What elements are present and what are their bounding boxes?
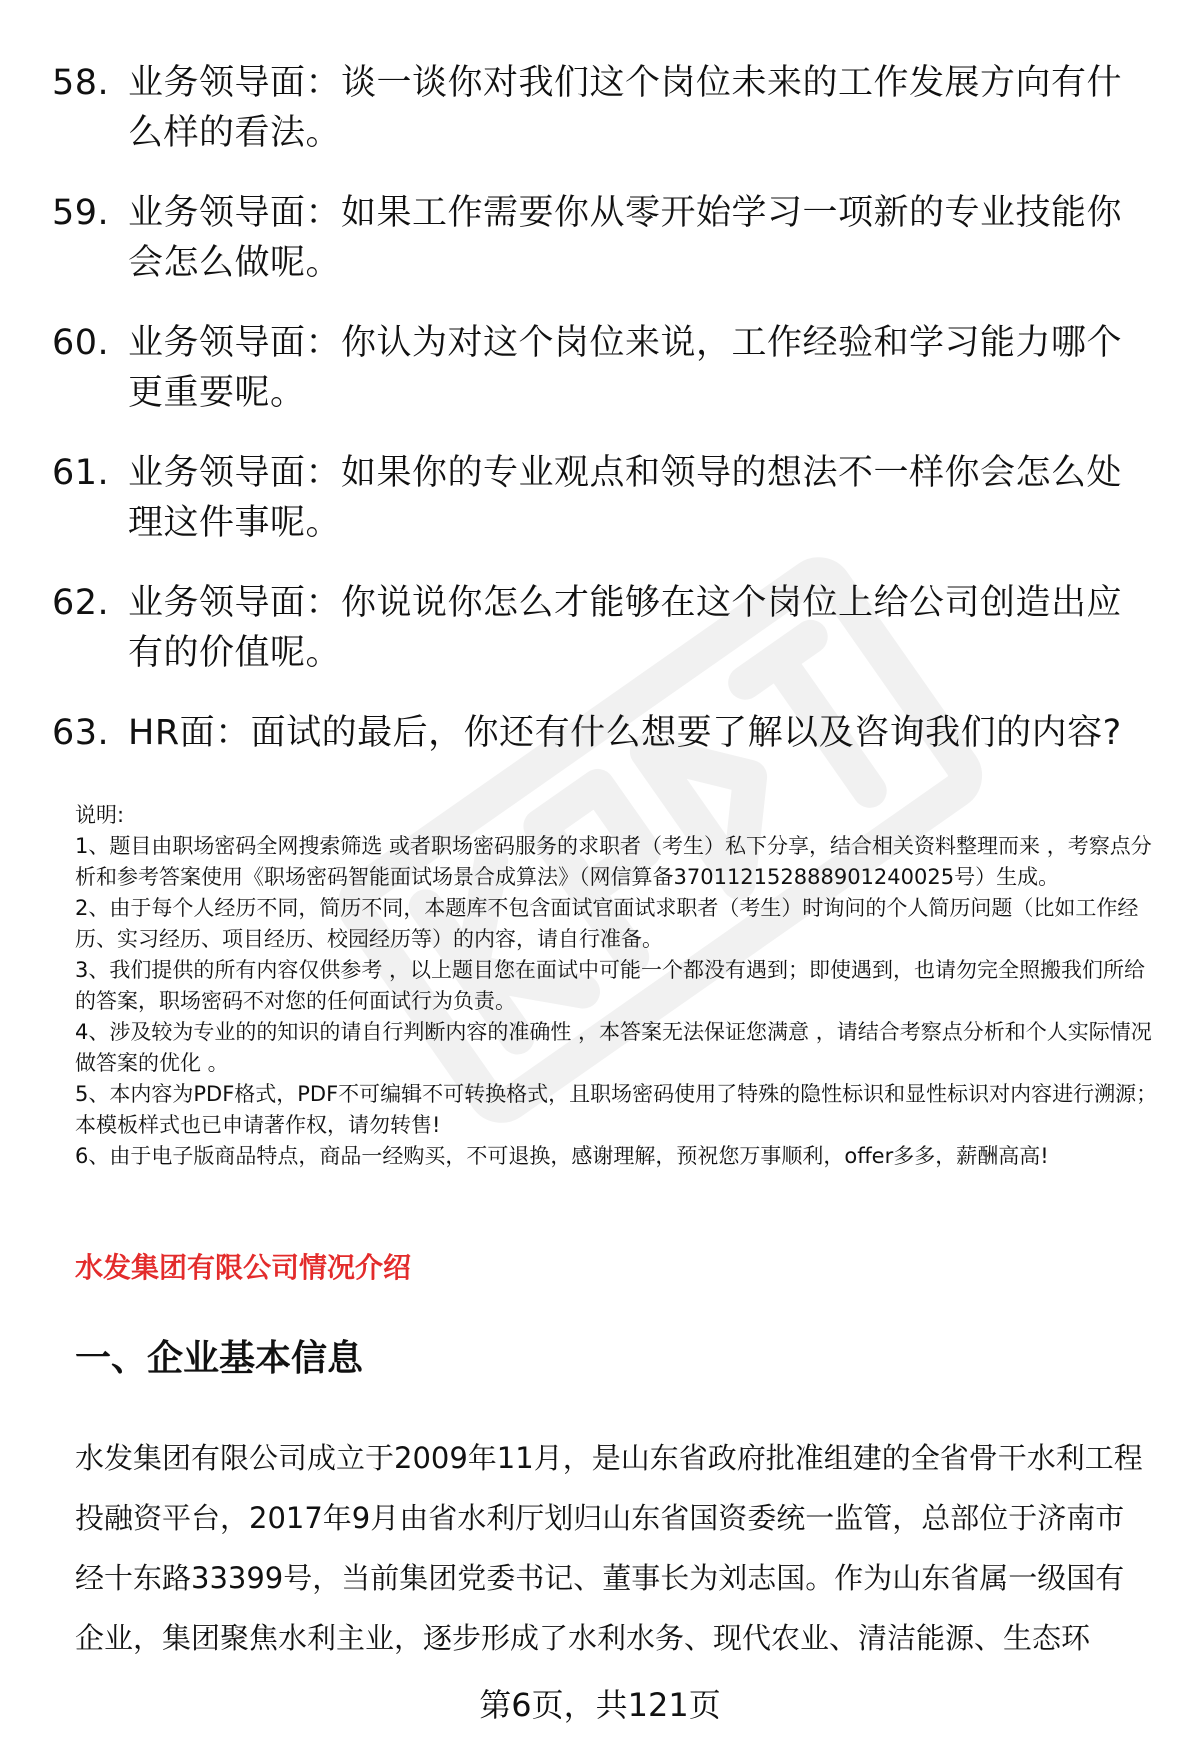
notes-title: 说明:: [75, 803, 125, 827]
note-item: 5、本内容为PDF格式，PDF不可编辑不可转换格式，且职场密码使用了特殊的隐性标识和显性标识对内容进行溯源；本模板样式也已申请著作权，请勿转售!: [75, 1082, 1158, 1137]
question-item: [52, 318, 1152, 418]
question-number: 59.: [52, 193, 110, 233]
question-text: 业务领导面：谈一谈你对我们这个岗位未来的工作发展方向有什么样的看法。: [128, 63, 1123, 153]
question-number: 58.: [52, 63, 110, 103]
question-list: [52, 58, 1152, 788]
note-item: 3、我们提供的所有内容仅供参考 ，以上题目您在面试中可能一个都没有遇到；即使遇到，也请勿完全照搬我们所给的答案，职场密码不对您的任何面试行为负责。: [75, 958, 1146, 1013]
company-title: 水发集团有限公司情况介绍: [75, 1251, 412, 1284]
question-text: 业务领导面：你说说你怎么才能够在这个岗位上给公司创造出应有的价值呢。: [128, 583, 1123, 673]
note-item: 2、由于每个人经历不同，简历不同，本题库不包含面试官面试求职者（考生）时询问的个人简历问题（比如工作经历、实习经历、项目经历、校园经历等）的内容，请自行准备。: [75, 896, 1139, 951]
question-number: 63.: [52, 713, 110, 753]
question-number: 61.: [52, 453, 110, 493]
notes-section: [75, 800, 1160, 1172]
question-number: 60.: [52, 323, 110, 363]
note-item: 1、题目由职场密码全网搜索筛选 或者职场密码服务的求职者（考生）私下分享，结合相关资料整理而来 ，考察点分析和参考答案使用《职场密码智能面试场景合成算法》（网信算备370112152888901240025号）生成。: [75, 834, 1152, 889]
question-text: 业务领导面：你认为对这个岗位来说，工作经验和学习能力哪个更重要呢。: [128, 323, 1123, 413]
question-item: [52, 448, 1152, 548]
question-text: 业务领导面：如果工作需要你从零开始学习一项新的专业技能你会怎么做呢。: [128, 193, 1123, 283]
note-item: 6、由于电子版商品特点，商品一经购买，不可退换，感谢理解，预祝您万事顺利，offer多多，薪酬高高!: [75, 1144, 1049, 1168]
page-footer: 第6页，共121页: [479, 1686, 721, 1724]
note-item: 4、涉及较为专业的的知识的请自行判断内容的准确性 ，本答案无法保证您满意 ，请结合考察点分析和个人实际情况做答案的优化 。: [75, 1020, 1152, 1075]
question-text: HR面：面试的最后，你还有什么想要了解以及咨询我们的内容?: [128, 713, 1122, 753]
question-number: 62.: [52, 583, 110, 623]
question-item: [52, 188, 1152, 288]
question-text: 业务领导面：如果你的专业观点和领导的想法不一样你会怎么处理这件事呢。: [128, 453, 1123, 543]
body-paragraph: 水发集团有限公司成立于2009年11月，是山东省政府批准组建的全省骨干水利工程投融资平台，2017年9月由省水利厅划归山东省国资委统一监管，总部位于济南市经十东路33399号，当前集团党委书记、董事长为刘志国。作为山东省属一级国有企业，集团聚焦水利主业，逐步形成了水利水务、现代农业、清洁能源、生态环: [75, 1441, 1143, 1655]
question-item: [52, 708, 1152, 758]
question-item: [52, 58, 1152, 158]
section-heading: 一、企业基本信息: [75, 1338, 364, 1379]
question-item: [52, 578, 1152, 678]
